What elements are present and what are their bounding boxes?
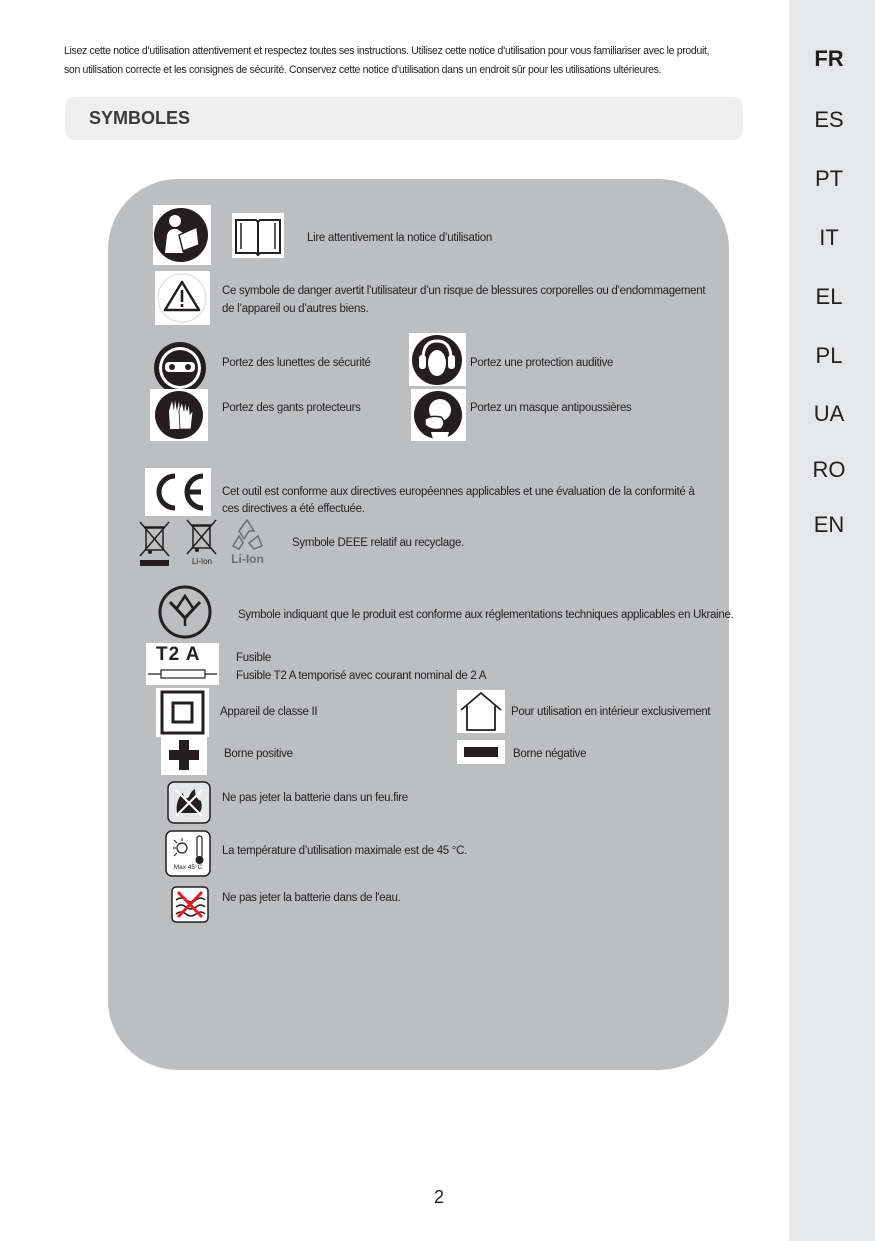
intro-paragraph xyxy=(64,42,763,80)
danger-text-line-1: Ce symbole de danger avertit l’utilisateur d’un risque de blessures corporelles ou d’endommagement xyxy=(222,285,706,297)
positive-terminal-icon xyxy=(161,735,207,775)
ce-mark-icon xyxy=(145,468,211,516)
weee-bin-liion-icon xyxy=(182,518,222,570)
mask-text: Portez un masque antipoussières xyxy=(470,402,632,414)
positive-text: Borne positive xyxy=(224,748,293,760)
indoor-house-icon xyxy=(457,690,505,733)
hearing-text: Portez une protection auditive xyxy=(470,357,614,369)
lang-tab-ua[interactable]: UA xyxy=(813,401,845,426)
weee-bin-icon xyxy=(136,518,173,570)
no-water-battery-icon xyxy=(171,886,209,923)
lang-tab-ro[interactable]: RO xyxy=(812,457,846,482)
intro-line-1: Lisez cette notice d’utilisation attentivement et respectez toutes ses instructions. Utilisez cette notice d’utilisation pour vous familiariser avec le produit, xyxy=(64,45,710,57)
lang-tab-it[interactable]: IT xyxy=(819,225,839,250)
protective-gloves-icon xyxy=(150,389,208,441)
weee-text: Symbole DEEE relatif au recyclage. xyxy=(292,537,464,549)
temp-icon-label: Max 45°C xyxy=(173,864,203,871)
section-title: SYMBOLES xyxy=(89,108,191,128)
fuse-text-line-2: Fusible T2 A temporisé avec courant nominal de 2 A xyxy=(236,670,487,682)
read-manual-person-icon xyxy=(153,205,211,265)
lang-tab-pl[interactable]: PL xyxy=(815,343,843,368)
lang-tab-el[interactable]: EL xyxy=(815,284,843,309)
weee-liion-label: Li-Ion xyxy=(191,557,212,566)
language-sidebar xyxy=(789,0,875,1241)
danger-text-line-2: de l’appareil ou d’autres biens. xyxy=(222,303,369,315)
negative-terminal-icon xyxy=(457,740,505,764)
water-text: Ne pas jeter la batterie dans de l'eau. xyxy=(222,892,401,904)
max-temperature-icon xyxy=(165,830,211,877)
lang-tab-es[interactable]: ES xyxy=(814,107,844,132)
indoor-text: Pour utilisation en intérieur exclusivement xyxy=(511,706,711,718)
ce-text-line-1: Cet outil est conforme aux directives européennes applicables et une évaluation de la conformité à xyxy=(222,486,695,498)
ce-text-line-2: ces directives a été effectuée. xyxy=(222,503,365,515)
dust-mask-icon xyxy=(411,389,466,441)
intro-line-2: son utilisation correcte et les consignes de sécurité. Conservez cette notice d’utilisation dans un endroit sûr pour les utilisations ultérieures. xyxy=(64,64,662,76)
recycle-liion-label: Li-Ion xyxy=(231,552,264,566)
section-header xyxy=(65,97,743,140)
fuse-icon xyxy=(146,643,219,685)
lang-tab-fr[interactable]: FR xyxy=(814,46,844,71)
manual-text: Lire attentivement la notice d’utilisation xyxy=(307,232,492,244)
ukraine-text: Symbole indiquant que le produit est conforme aux réglementations techniques applicables en Ukraine. xyxy=(238,609,734,621)
page-number: 2 xyxy=(433,1187,444,1207)
negative-text: Borne négative xyxy=(513,748,587,760)
safety-glasses-icon xyxy=(151,340,208,396)
book-icon xyxy=(232,213,284,258)
fuse-text-line-1: Fusible xyxy=(236,652,271,664)
temperature-text: La température d’utilisation maximale est de 45 °C. xyxy=(222,845,467,857)
no-fire-battery-icon xyxy=(167,781,211,824)
class-ii-text: Appareil de classe II xyxy=(220,706,318,718)
recycle-liion-icon xyxy=(227,516,268,568)
warning-triangle-icon xyxy=(155,271,210,325)
fuse-label: T2 A xyxy=(156,644,201,665)
fire-text: Ne pas jeter la batterie dans un feu.fire xyxy=(222,792,408,804)
lang-tab-en[interactable]: EN xyxy=(813,512,845,537)
hearing-protection-icon xyxy=(409,333,466,386)
gloves-text: Portez des gants protecteurs xyxy=(222,402,361,414)
glasses-text: Portez des lunettes de sécurité xyxy=(222,357,371,369)
class-ii-icon xyxy=(156,688,209,737)
ukraine-conformity-icon xyxy=(157,584,213,640)
lang-tab-pt[interactable]: PT xyxy=(814,166,844,191)
